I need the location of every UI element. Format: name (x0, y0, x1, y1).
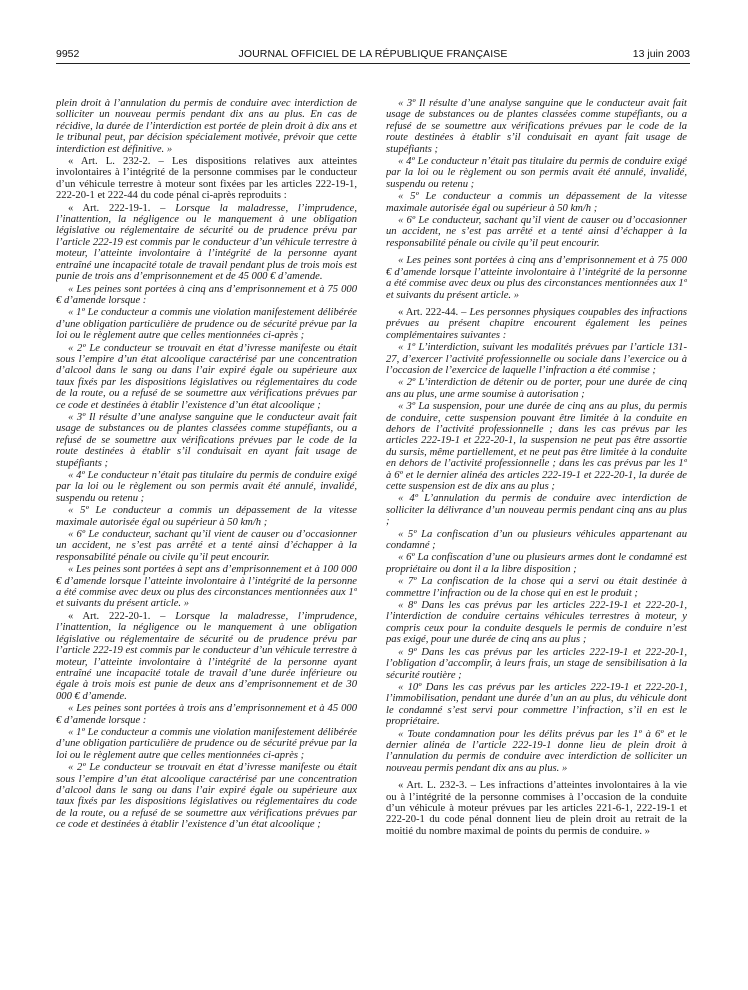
paragraph (386, 600, 687, 646)
paragraph-text: « 8º Dans les cas prévus par les articles 222-19-1 et 222-20-1, l’interdiction de conduire certains véhicules terrestres à moteur, y compris ceux pour la conduite desquels le permis de conduire n’est pas exigé, pour une durée de cinq ans au plus ; (386, 600, 687, 646)
paragraph-text: « Les peines sont portées à sept ans d’emprisonnement et à 100 000 € d’amende lorsque l’atteinte involontaire à l’intégrité de la personne a été commise avec deux ou plus des circonstances mentionnées aux 1º et suivants du présent article. » (56, 564, 357, 610)
paragraph (386, 156, 687, 190)
paragraph-text: « 4º Le conducteur n’était pas titulaire du permis de conduire exigé par la loi ou le règlement ou son permis avait été annulé, invalidé, suspendu ou retenu ; (56, 470, 357, 504)
article-label: « Art. 222-19-1. – (68, 202, 166, 214)
paragraph (56, 470, 357, 504)
paragraph (56, 529, 357, 563)
paragraph (56, 343, 357, 411)
paragraph (386, 780, 687, 837)
paragraph (386, 529, 687, 552)
journal-title: JOURNAL OFFICIEL DE LA RÉPUBLIQUE FRANÇAISE (238, 48, 508, 60)
paragraph-text: Les infractions d’atteintes involontaires à la vie ou à l’intégrité de la personne commises à l’occasion de la conduite d’un véhicule à moteur prévues par les articles 221-6-1, 222-19-1 et 222-20-1 du code pénal donnent lieu de plein droit au retrait de la moitié du nombre maximal de points du permis de conduire. » (386, 780, 687, 837)
paragraph (56, 762, 357, 830)
paragraph-text: « 7º La confiscation de la chose qui a servi ou était destinée à commettre l’infraction ou de la chose qui en est le produit ; (386, 576, 687, 599)
paragraph (386, 98, 687, 155)
paragraph-text: « 5º Le conducteur a commis un dépassement de la vitesse maximale autorisée égal ou supérieur à 50 km/h ; (386, 191, 687, 214)
article-label: « Art. L. 232-3. – (398, 780, 476, 792)
paragraph-text: « 2º Le conducteur se trouvait en état d’ivresse manifeste ou était sous l’empire d’un état alcoolique caractérisé par une concentration d’alcool dans le sang ou dans l’air expiré égale ou supérieure aux taux fixés par les dispositions législatives ou réglementaires du code de la route, ou a refusé de se soumettre aux vérifications prévues par ce code et destinées à établir l’existence d’un état alcoolique ; (56, 342, 357, 411)
paragraph-text: « Les peines sont portées à cinq ans d’emprisonnement et à 75 000 € d’amende lorsque : (56, 283, 357, 306)
paragraph (56, 307, 357, 341)
paragraph (386, 191, 687, 214)
paragraph-text: « 3º Il résulte d’une analyse sanguine que le conducteur avait fait usage de substances ou de plantes classées comme stupéfiants, ou a refusé de se soumettre aux vérifications prévues par le code de la route destinées à établir s’il conduisait en ayant fait usage de stupéfiants ; (386, 98, 687, 155)
paragraph-text: « 3º La suspension, pour une durée de cinq ans au plus, du permis de conduire, cette suspension pouvant être limitée à la conduite en dehors de l’activité professionnelle ; dans les cas prévus par les articles 222-19-1 et 222-20-1, la suspension ne peut pas être assortie du sursis, même partiellement, et ne peut pas être limitée à la conduite en dehors de l’activité professionnelle ; dans les cas prévus par les 1º à 6º et le dernier alinéa des articles 222-19-1 et 222-20-1, la durée de cette suspension est de dix ans au plus ; (386, 401, 687, 492)
page-header (56, 48, 690, 64)
paragraph (386, 729, 687, 775)
paragraph-text: « 2º L’interdiction de détenir ou de porter, pour une durée de cinq ans au plus, une arme soumise à autorisation ; (386, 377, 687, 400)
paragraph (386, 307, 687, 341)
paragraph (56, 703, 357, 726)
paragraph (386, 255, 687, 301)
paragraph (56, 611, 357, 702)
paragraph-text: « Les peines sont portées à cinq ans d’emprisonnement et à 75 000 € d’amende lorsque l’atteinte involontaire à l’intégrité de la personne a été commise avec deux ou plus des circonstances mentionnées aux 1º et suivants du présent article. » (386, 255, 687, 301)
paragraph (386, 342, 687, 376)
publication-date: 13 juin 2003 (632, 48, 690, 60)
paragraph-text: « 6º La confiscation d’une ou plusieurs armes dont le condamné est propriétaire ou dont il a la libre disposition ; (386, 552, 687, 575)
paragraph-text: Les personnes physiques coupables des infractions prévues au présent chapitre encourent également les peines complémentaires suivantes : (386, 306, 687, 341)
paragraph-text: plein droit à l’annulation du permis de conduire avec interdiction de solliciter un nouveau permis pendant dix ans au plus. En cas de récidive, la durée de l’interdiction est portée de plein droit à dix ans et le tribunal peut, par décision spécialement motivée, prévoir que cette interdiction est définitive. » (56, 98, 357, 155)
paragraph-text: « 4º L’annulation du permis de conduire avec interdiction de solliciter la délivrance d’un nouveau permis pendant cinq ans au plus ; (386, 493, 687, 528)
paragraph (56, 505, 357, 528)
paragraph-text: « 6º Le conducteur, sachant qu’il vient de causer ou d’occasionner un accident, ne s’est pas arrêté et a tenté ainsi d’échapper à la responsabilité pénale ou civile qu’il peut encourir. (56, 529, 357, 563)
paragraph-text: « 1º Le conducteur a commis une violation manifestement délibérée d’une obligation particulière de prudence ou de sécurité prévue par la loi ou le règlement autre que celles mentionnées ci-après ; (56, 307, 357, 342)
paragraph (56, 284, 357, 307)
paragraph-text: « 5º La confiscation d’un ou plusieurs véhicules appartenant au condamné ; (386, 528, 687, 552)
paragraph-text: « 3º Il résulte d’une analyse sanguine que le conducteur avait fait usage de substances ou de plantes classées comme stupéfiants, ou a refusé de se soumettre aux vérifications prévues par le code de la route destinées à établir s’il conduisait en ayant fait usage de stupéfiants ; (56, 411, 357, 469)
paragraph-text: Lorsque la maladresse, l’imprudence, l’inattention, la négligence ou le manquement à une obligation législative ou réglementaire de sécurité ou de prudence prévu par l’article 222-19 est commis par le conducteur d’un véhicule terrestre à moteur, l’atteinte involontaire à l’intégrité de la personne ayant entraîné une incapacité totale de travail pendant plus de trois mois est punie de trois ans d’emprisonnement et de 45 000 € d’amende. (56, 202, 357, 283)
paragraph-text: Les dispositions relatives aux atteintes involontaires à l’intégrité de la personne commises par le conducteur d’un véhicule terrestre à moteur sont fixées par les articles 222-19-1, 222-20-1 et 222-44 du code pénal ci-après reproduits : (56, 156, 357, 202)
article-label: « Art. 222-20-1. – (68, 610, 166, 622)
paragraph (386, 647, 687, 681)
paragraph (56, 727, 357, 761)
paragraph (56, 564, 357, 610)
paragraph-text: « Les peines sont portées à trois ans d’emprisonnement et à 45 000 € d’amende lorsque : (56, 703, 357, 726)
paragraph (386, 493, 687, 527)
paragraph (386, 377, 687, 400)
paragraph (56, 203, 357, 283)
paragraph (386, 576, 687, 599)
paragraph (56, 156, 357, 202)
paragraph-text: « 1º Le conducteur a commis une violation manifestement délibérée d’une obligation particulière de prudence ou de sécurité prévue par la loi ou le règlement autre que celles mentionnées ci-après ; (56, 726, 357, 761)
right-column (386, 98, 687, 978)
paragraph (386, 552, 687, 575)
article-label: « Art. 222-44. – (398, 306, 467, 318)
paragraph-text: « 10º Dans les cas prévus par les articles 222-19-1 et 222-20-1, l’immobilisation, pendant une durée d’un an au plus, du véhicule dont le condamné s’est servi pour commettre l’infraction, s’il en est le propriétaire. (386, 681, 687, 728)
paragraph-text: « 5º Le conducteur a commis un dépassement de la vitesse maximale autorisée égal ou supérieur à 50 km/h ; (56, 505, 357, 528)
paragraph-text: « 2º Le conducteur se trouvait en état d’ivresse manifeste ou était sous l’empire d’un état alcoolique caractérisé par une concentration d’alcool dans le sang ou dans l’air expiré égale ou supérieure aux taux fixés par les dispositions législatives ou réglementaires du code de la route, ou a refusé de se soumettre aux vérifications prévues par ce code et destinées à établir l’existence d’un état alcoolique ; (56, 762, 357, 831)
paragraph (386, 682, 687, 728)
paragraph-text: « 1º L’interdiction, suivant les modalités prévues par l’article 131-27, d’exercer l’activité professionnelle ou sociale dans l’exercice ou à l’occasion de l’exercice de laquelle l’infraction a été commise ; (386, 342, 687, 376)
paragraph (56, 98, 357, 155)
page-number: 9952 (56, 48, 80, 60)
paragraph (386, 215, 687, 249)
paragraph-text: « 9º Dans les cas prévus par les articles 222-19-1 et 222-20-1, l’obligation d’accomplir, à leurs frais, un stage de sensibilisation à la sécurité routière ; (386, 646, 687, 681)
paragraph-text: « 4º Le conducteur n’était pas titulaire du permis de conduire exigé par la loi ou le règlement ou son permis avait été annulé, invalidé, suspendu ou retenu ; (386, 156, 687, 190)
paragraph (386, 401, 687, 492)
header-rule (56, 63, 690, 64)
article-label: « Art. L. 232-2. – (68, 156, 164, 168)
paragraph (56, 412, 357, 469)
left-column (56, 98, 357, 978)
paragraph-text: « 6º Le conducteur, sachant qu’il vient de causer ou d’occasionner un accident, ne s’est pas arrêté et a tenté ainsi d’échapper à la responsabilité pénale ou civile qu’il peut encourir. (386, 215, 687, 249)
paragraph-text: « Toute condamnation pour les délits prévus par les 1º à 6º et le dernier alinéa de l’article 222-19-1 donne lieu de plein droit à l’annulation du permis de conduire avec interdiction de solliciter un nouveau permis pendant dix ans au plus. » (386, 728, 687, 774)
paragraph-text: Lorsque la maladresse, l’imprudence, l’inattention, la négligence ou le manquement à une obligation législative ou réglementaire de sécurité ou de prudence prévu par l’article 222-19 est commis par le conducteur d’un véhicule terrestre à moteur, l’atteinte involontaire à l’intégrité de la personne ayant entraîné une incapacité totale de travail d’une durée inférieure ou égale à trois mois est punie de deux ans d’emprisonnement et de 30 000 € d’amende. (56, 610, 357, 702)
